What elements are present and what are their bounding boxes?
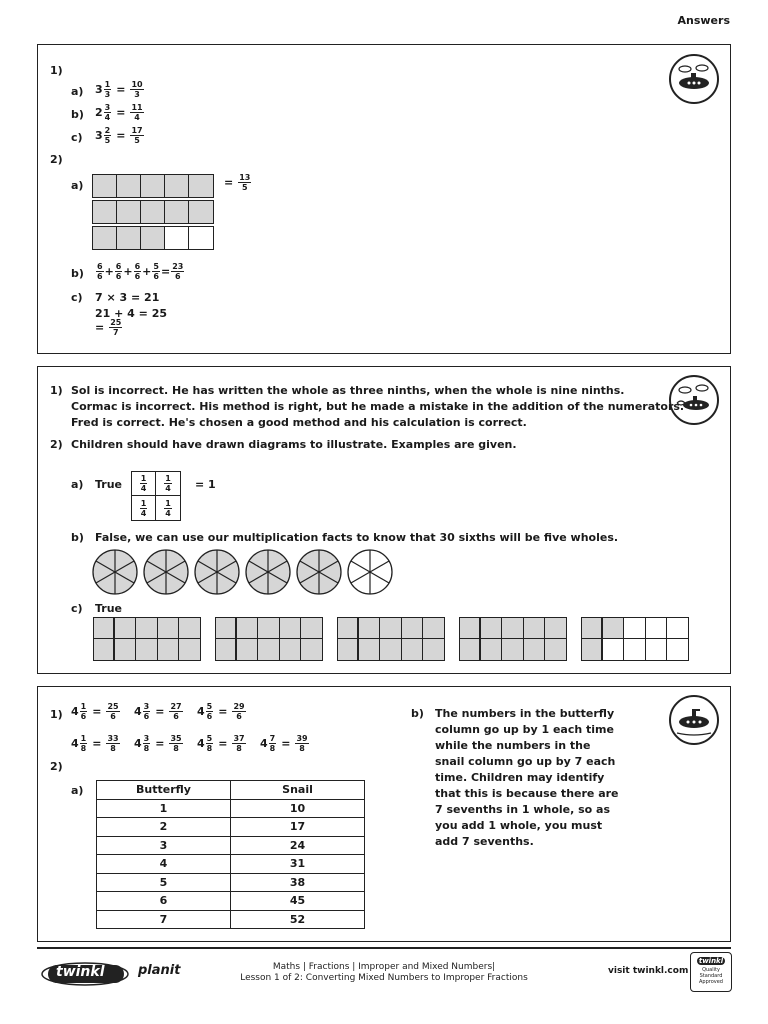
equals-sign: =	[160, 265, 171, 278]
fraction	[269, 734, 277, 753]
fraction	[109, 318, 122, 337]
denominator: 6	[110, 712, 116, 721]
s2-a-result: = 1	[195, 478, 216, 491]
denominator: 6	[236, 712, 242, 721]
denominator: 8	[173, 744, 179, 753]
tenths-cell	[258, 618, 279, 639]
fraction	[140, 499, 148, 518]
mixed-to-improper	[260, 734, 310, 753]
tenths-cell	[667, 618, 688, 639]
table-cell: 6	[97, 892, 231, 911]
s1-q2c-line1: 7 × 3 = 21	[95, 291, 160, 304]
fraction-bar-cell	[189, 227, 213, 249]
fraction-bar-cell	[165, 175, 189, 197]
numerator: 6	[115, 262, 122, 271]
numerator: 1	[80, 702, 87, 711]
submarine-icon-3	[669, 695, 719, 745]
s2-q1-label: 1)	[50, 384, 63, 397]
s2-c-letter: c)	[71, 602, 83, 615]
s1-q1-label: 1)	[50, 64, 63, 77]
fraction	[104, 126, 112, 145]
explanation-line: that this is because there are	[435, 787, 619, 800]
tenths-cell	[667, 639, 688, 660]
s1-q2c-result	[95, 318, 123, 337]
tenths-cell	[502, 639, 523, 660]
s2-q1-line-2: Cormac is incorrect. His method is right, but he made a mistake in the addition of the numerators.	[71, 400, 685, 413]
table-header-row	[97, 781, 365, 800]
submarine-icon-1	[669, 54, 719, 104]
table-header: Snail	[231, 781, 365, 800]
fraction	[169, 734, 182, 753]
butterfly-snail-table	[96, 780, 365, 929]
equals-sign: =	[224, 176, 234, 189]
s3-b-letter: b)	[411, 707, 424, 720]
equals-sign: =	[116, 129, 126, 142]
table-cell: 38	[231, 873, 365, 892]
s2-q2-text: Children should have drawn diagrams to illustrate. Examples are given.	[71, 438, 517, 451]
table-cell: 31	[231, 855, 365, 874]
s3-a-letter: a)	[71, 784, 84, 797]
denominator: 6	[206, 712, 213, 721]
explanation-line: snail column go up by 7 each	[435, 755, 616, 768]
fraction	[130, 80, 143, 99]
table-cell: 5	[97, 873, 231, 892]
table-cell: 24	[231, 836, 365, 855]
numerator: 3	[104, 103, 111, 112]
fraction	[238, 173, 251, 192]
tenths-cell	[423, 618, 444, 639]
table-row	[97, 873, 365, 892]
quarter-cell	[132, 496, 156, 520]
plus-sign: +	[142, 265, 152, 278]
numerator: 29	[233, 702, 245, 711]
fraction-bar-cell	[93, 175, 117, 197]
tenths-cell	[280, 639, 301, 660]
table-cell: 3	[97, 836, 231, 855]
fraction	[232, 702, 245, 721]
plus-sign: +	[104, 265, 114, 278]
tenths-grid	[93, 617, 201, 661]
numerator: 5	[206, 734, 213, 743]
s2-q2-label: 2)	[50, 438, 63, 451]
fraction	[106, 702, 119, 721]
tenths-cell	[402, 618, 423, 639]
tenths-cell	[94, 639, 115, 660]
mixed-to-improper	[95, 103, 145, 122]
numerator: 17	[131, 126, 143, 135]
s1-q2b-letter: b)	[71, 267, 84, 280]
badge-line-1: Quality Standard	[699, 967, 723, 979]
mixed-to-improper	[71, 734, 121, 753]
explanation-line: time. Children may identify	[435, 771, 605, 784]
denominator: 6	[134, 272, 141, 281]
tenths-cell	[380, 618, 401, 639]
s2-q1-line-3: Fred is correct. He's chosen a good method and his calculation is correct.	[71, 416, 527, 429]
s3-q2-label: 2)	[50, 760, 63, 773]
question-letter: a)	[71, 85, 84, 98]
s1-q2c-letter: c)	[71, 291, 83, 304]
numerator: 25	[107, 702, 119, 711]
denominator: 8	[110, 744, 116, 753]
tenths-cell	[481, 618, 502, 639]
tenths-cell	[258, 639, 279, 660]
tenths-cell	[280, 618, 301, 639]
fraction	[104, 80, 112, 99]
denominator: 4	[140, 484, 147, 493]
fraction	[143, 702, 151, 721]
fraction-bar-cell	[141, 175, 165, 197]
fraction	[164, 499, 172, 518]
tenths-cell	[603, 639, 624, 660]
badge-title: twinkl	[698, 957, 724, 965]
numerator: 1	[165, 474, 171, 483]
explanation-line: The numbers in the butterfly	[435, 707, 615, 720]
s1-q2c-line2: 21 + 4 = 25	[95, 307, 168, 320]
equals-sign: =	[92, 737, 102, 750]
explanation-line: 7 sevenths in 1 whole, so as	[435, 803, 611, 816]
denominator: 4	[140, 508, 147, 518]
denominator: 6	[174, 272, 181, 281]
denominator: 8	[299, 744, 305, 753]
tenths-cell	[502, 618, 523, 639]
fraction	[140, 474, 148, 493]
tenths-cell	[136, 618, 157, 639]
tenths-cell	[603, 618, 624, 639]
numerator: 1	[80, 734, 87, 743]
fraction	[130, 126, 143, 145]
tenths-cell	[115, 639, 136, 660]
fraction	[295, 734, 308, 753]
tenths-cell	[94, 618, 115, 639]
table-row	[97, 910, 365, 929]
tenths-cell	[524, 618, 545, 639]
denominator: 7	[113, 328, 119, 337]
fraction	[164, 474, 172, 493]
explanation-line: column go up by 1 each time	[435, 723, 614, 736]
fraction	[143, 734, 151, 753]
s1-q2a-letter: a)	[71, 179, 84, 192]
quarter-cell	[132, 472, 156, 496]
numerator: 25	[110, 318, 122, 327]
numerator: 10	[131, 80, 143, 89]
denominator: 5	[134, 136, 140, 145]
equals-sign: =	[116, 106, 126, 119]
equals-sign: =	[95, 321, 105, 334]
numerator: 2	[104, 126, 111, 135]
tenths-cell	[179, 639, 200, 660]
numerator: 6	[97, 262, 103, 271]
table-cell: 2	[97, 818, 231, 837]
circles-diagram	[90, 548, 400, 598]
fraction-bar-cell	[117, 175, 141, 197]
question-letter: c)	[71, 131, 83, 144]
tenths-cell	[646, 639, 667, 660]
denominator: 8	[206, 744, 213, 753]
numerator: 33	[107, 734, 119, 743]
denominator: 6	[115, 272, 122, 281]
page-title: Answers	[677, 14, 730, 27]
quality-badge	[690, 952, 732, 992]
fraction	[104, 103, 112, 122]
s1-q2b-sum	[95, 262, 185, 281]
tenths-cell	[216, 639, 237, 660]
s1-q2-label: 2)	[50, 153, 63, 166]
fraction	[169, 702, 182, 721]
tenths-grid	[581, 617, 689, 661]
fraction-bar-cell	[165, 227, 189, 249]
denominator: 6	[153, 272, 159, 281]
fraction-bar-cell	[189, 201, 213, 223]
whole-number: 4	[134, 705, 142, 718]
tenths-cell	[136, 639, 157, 660]
whole-number: 4	[71, 705, 79, 718]
numerator: 23	[172, 262, 184, 271]
fraction	[232, 734, 245, 753]
fraction-bar-cell	[93, 227, 117, 249]
fraction-bar	[92, 200, 214, 224]
whole-number: 4	[134, 737, 142, 750]
denominator: 6	[80, 712, 87, 721]
tenths-cell	[301, 639, 322, 660]
table-cell: 4	[97, 855, 231, 874]
table-cell: 7	[97, 910, 231, 929]
numerator: 3	[143, 734, 150, 743]
fraction-bar	[92, 174, 214, 198]
denominator: 8	[80, 744, 87, 753]
fraction-bar	[92, 226, 214, 250]
numerator: 6	[134, 262, 141, 271]
whole-number: 3	[95, 83, 103, 96]
footer-rule	[37, 947, 731, 949]
mixed-to-improper	[95, 126, 145, 145]
tenths-grid	[459, 617, 567, 661]
tenths-cell	[582, 618, 603, 639]
fraction	[134, 262, 142, 281]
tenths-grid	[215, 617, 323, 661]
denominator: 4	[134, 113, 140, 122]
denominator: 8	[236, 744, 242, 753]
numerator: 5	[206, 702, 213, 711]
explanation-line: while the numbers in the	[435, 739, 591, 752]
tenths-cell	[423, 639, 444, 660]
tenths-cell	[115, 618, 136, 639]
numerator: 11	[131, 103, 143, 112]
tenths-cell	[624, 639, 645, 660]
tenths-cell	[545, 639, 566, 660]
numerator: 1	[165, 498, 171, 508]
equals-sign: =	[281, 737, 291, 750]
s3-q1-label: 1)	[50, 708, 63, 721]
table-row	[97, 836, 365, 855]
fraction	[106, 734, 119, 753]
numerator: 7	[269, 734, 276, 743]
twinkl-logo-text: twinkl	[56, 964, 105, 980]
tenths-cell	[179, 618, 200, 639]
denominator: 4	[165, 508, 171, 518]
fraction	[206, 734, 214, 753]
denominator: 8	[143, 744, 150, 753]
mixed-to-improper	[134, 702, 184, 721]
visit-link[interactable]: visit twinkl.com	[608, 966, 689, 976]
numerator: 1	[104, 80, 111, 89]
numerator: 13	[239, 173, 251, 182]
mixed-to-improper	[197, 702, 247, 721]
tenths-cell	[359, 618, 380, 639]
denominator: 5	[104, 136, 111, 145]
s2-b-text: False, we can use our multiplication facts to know that 30 sixths will be five wholes.	[95, 531, 619, 544]
fraction	[115, 262, 123, 281]
tenths-cell	[359, 639, 380, 660]
s2-a-answer: True	[95, 478, 123, 491]
tenths-cell	[624, 618, 645, 639]
denominator: 6	[143, 712, 150, 721]
tenths-cell	[524, 639, 545, 660]
tenths-cell	[237, 618, 258, 639]
table-header: Butterfly	[97, 781, 231, 800]
fraction	[152, 262, 160, 281]
fraction	[80, 702, 88, 721]
fraction	[130, 103, 143, 122]
s1-q2a-result	[224, 173, 252, 192]
denominator: 4	[104, 113, 111, 122]
numerator: 1	[140, 474, 147, 483]
denominator: 4	[165, 484, 171, 493]
tenths-cell	[216, 618, 237, 639]
quarter-cell	[156, 472, 180, 496]
fraction-bar-cell	[165, 201, 189, 223]
mixed-to-improper	[71, 702, 121, 721]
tenths-cell	[158, 618, 179, 639]
whole-number: 3	[95, 129, 103, 142]
equals-sign: =	[155, 737, 165, 750]
fraction	[171, 262, 184, 281]
table-cell: 45	[231, 892, 365, 911]
whole-number: 4	[71, 737, 79, 750]
tenths-cell	[158, 639, 179, 660]
tenths-cell	[646, 618, 667, 639]
numerator: 37	[233, 734, 245, 743]
table-row	[97, 892, 365, 911]
fraction-bar-cell	[93, 201, 117, 223]
planit-logo: planit	[138, 963, 181, 978]
table-cell: 1	[97, 799, 231, 818]
numerator: 35	[170, 734, 182, 743]
equals-sign: =	[92, 705, 102, 718]
denominator: 3	[134, 90, 140, 99]
badge-line-2: Approved	[699, 979, 723, 985]
footer-line-1: Maths | Fractions | Improper and Mixed Numbers|	[272, 962, 496, 972]
fraction-bar-cell	[117, 201, 141, 223]
tenths-grid	[337, 617, 445, 661]
question-letter: b)	[71, 108, 84, 121]
tenths-cell	[481, 639, 502, 660]
equals-sign: =	[155, 705, 165, 718]
tenths-cell	[237, 639, 258, 660]
quarters-grid	[131, 471, 181, 521]
fraction	[80, 734, 88, 753]
s2-q1-line-1: Sol is incorrect. He has written the whole as three ninths, when the whole is nine ninths.	[71, 384, 625, 397]
plus-sign: +	[123, 265, 133, 278]
whole-number: 4	[197, 737, 205, 750]
explanation-line: add 7 sevenths.	[435, 835, 534, 848]
tenths-cell	[460, 639, 481, 660]
equals-sign: =	[218, 737, 228, 750]
fraction	[96, 262, 104, 281]
denominator: 8	[269, 744, 276, 753]
table-cell: 10	[231, 799, 365, 818]
explanation-line: you add 1 whole, you must	[435, 819, 603, 832]
numerator: 27	[170, 702, 182, 711]
numerator: 3	[143, 702, 150, 711]
fraction-bar-cell	[141, 227, 165, 249]
quarter-cell	[156, 496, 180, 520]
whole-number: 4	[197, 705, 205, 718]
table-cell: 52	[231, 910, 365, 929]
denominator: 6	[97, 272, 103, 281]
equals-sign: =	[218, 705, 228, 718]
tenths-cell	[338, 618, 359, 639]
mixed-to-improper	[134, 734, 184, 753]
tenths-cell	[338, 639, 359, 660]
tenths-cell	[460, 618, 481, 639]
fraction	[206, 702, 214, 721]
tenths-cell	[545, 618, 566, 639]
whole-number: 2	[95, 106, 103, 119]
numerator: 5	[153, 262, 159, 271]
whole-number: 4	[260, 737, 268, 750]
table-cell: 17	[231, 818, 365, 837]
fraction-bar-cell	[189, 175, 213, 197]
twinkl-logo	[40, 957, 130, 989]
denominator: 6	[173, 712, 179, 721]
denominator: 5	[242, 183, 248, 192]
tenths-cell	[301, 618, 322, 639]
s2-a-letter: a)	[71, 478, 84, 491]
tenths-cell	[582, 639, 603, 660]
tenths-cell	[402, 639, 423, 660]
footer-line-2: Lesson 1 of 2: Converting Mixed Numbers to Improper Fractions	[240, 973, 528, 983]
numerator: 39	[296, 734, 308, 743]
denominator: 3	[104, 90, 111, 99]
table-row	[97, 799, 365, 818]
table-row	[97, 855, 365, 874]
tenths-cell	[380, 639, 401, 660]
fraction-bar-cell	[117, 227, 141, 249]
mixed-to-improper	[197, 734, 247, 753]
s2-c-answer: True	[95, 602, 123, 615]
fraction-bar-cell	[141, 201, 165, 223]
equals-sign: =	[116, 83, 126, 96]
table-row	[97, 818, 365, 837]
numerator: 1	[140, 498, 147, 508]
s2-b-letter: b)	[71, 531, 84, 544]
mixed-to-improper	[95, 80, 145, 99]
